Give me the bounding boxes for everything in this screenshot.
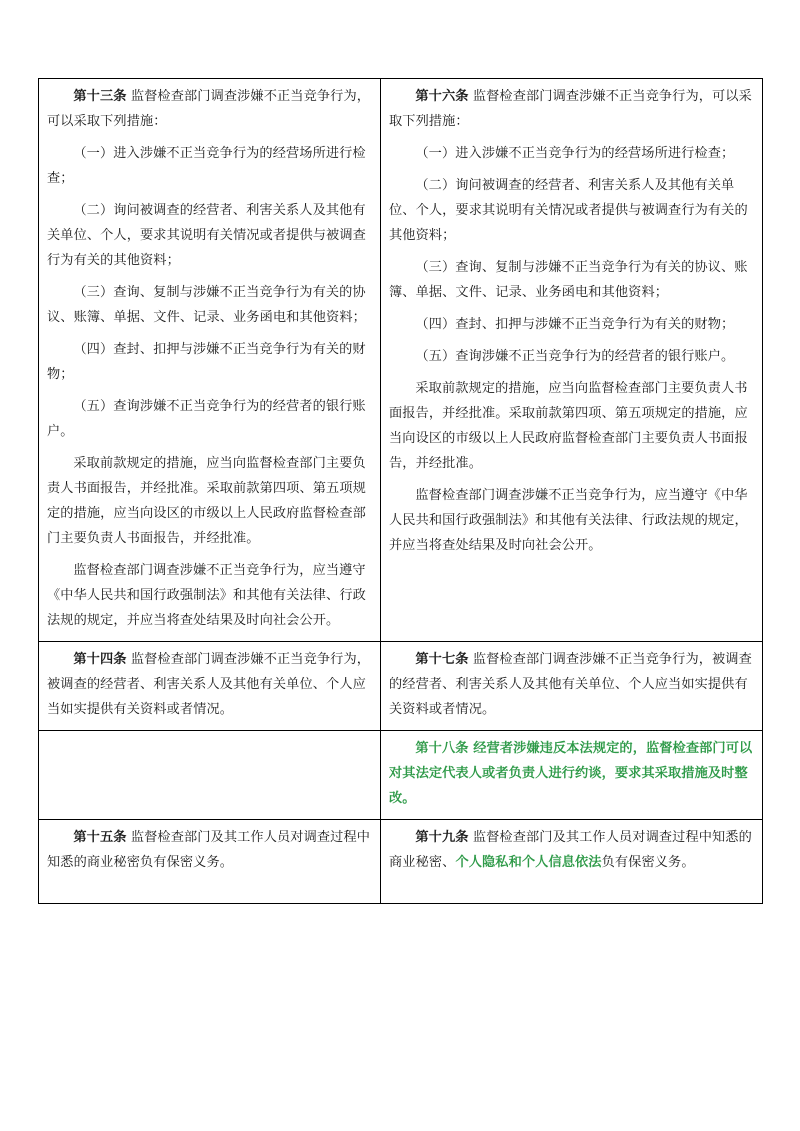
table-row xyxy=(39,731,763,820)
article-number: 第十五条 xyxy=(73,830,127,845)
article-number: 第十四条 xyxy=(73,652,127,667)
old-article-15-cell: 第十五条 监督检查部门及其工作人员对调查过程中知悉的商业秘密负有保密义务。 xyxy=(39,820,381,904)
empty-old-cell xyxy=(39,731,381,820)
added-article: 第十八条 经营者涉嫌违反本法规定的，监督检查部门可以对其法定代表人或者负责人进行约谈，要求其采取措施及时整改。 xyxy=(389,741,753,806)
new-article-17-cell: 第十七条 监督检查部门调查涉嫌不正当竞争行为，被调查的经营者、利害关系人及其他有关单位、个人应当如实提供有关资料或者情况。 xyxy=(381,642,763,731)
article-number: 第十三条 xyxy=(73,89,127,104)
added-text-highlight: 个人隐私和个人信息依法 xyxy=(455,855,602,870)
table-row xyxy=(39,79,763,642)
old-article-14-cell: 第十四条 监督检查部门调查涉嫌不正当竞争行为，被调查的经营者、利害关系人及其他有关单位、个人应当如实提供有关资料或者情况。 xyxy=(39,642,381,731)
new-article-19-cell: 第十九条 监督检查部门及其工作人员对调查过程中知悉的商业秘密、个人隐私和个人信息依法负有保密义务。 xyxy=(381,820,763,904)
table-row xyxy=(39,642,763,731)
old-article-13-cell: 第十三条 监督检查部门调查涉嫌不正当竞争行为，可以采取下列措施： （一）进入涉嫌不正当竞争行为的经营场所进行检查； （二）询问被调查的经营者、利害关系人及其他有关单位、个人，要求其说明有关情况或者提供与被调查行为有关的其他资料； （三）查询、复制与涉嫌不正当竞争行为有关的协议、账簿、单据、文件、记录、业务函电和其他资料； （四）查封、扣押与涉嫌不正当竞争行为有关的财物； （五）查询涉嫌不正当竞争行为的经营者的银行账户。 采取前款规定的措施，应当向监督检查部门主要负责人书面报告，并经批准。采取前款第四项、第五项规定的措施，应当向设区的市级以上人民政府监督检查部门主要负责人书面报告，并经批准。 监督检查部门调查涉嫌不正当竞争行为，应当遵守《中华人民共和国行政强制法》和其他有关法律、行政法规的规定，并应当将查处结果及时向社会公开。 xyxy=(39,79,381,642)
table-row xyxy=(39,820,763,904)
article-number: 第十九条 xyxy=(415,830,469,845)
article-number: 第十八条 xyxy=(415,741,469,756)
law-comparison-table xyxy=(38,78,763,904)
new-article-16-cell: 第十六条 监督检查部门调查涉嫌不正当竞争行为，可以采取下列措施： （一）进入涉嫌不正当竞争行为的经营场所进行检查； （二）询问被调查的经营者、利害关系人及其他有关单位、个人，要求其说明有关情况或者提供与被调查行为有关的其他资料； （三）查询、复制与涉嫌不正当竞争行为有关的协议、账簿、单据、文件、记录、业务函电和其他资料； （四）查封、扣押与涉嫌不正当竞争行为有关的财物； （五）查询涉嫌不正当竞争行为的经营者的银行账户。 采取前款规定的措施，应当向监督检查部门主要负责人书面报告，并经批准。采取前款第四项、第五项规定的措施，应当向设区的市级以上人民政府监督检查部门主要负责人书面报告，并经批准。 监督检查部门调查涉嫌不正当竞争行为，应当遵守《中华人民共和国行政强制法》和其他有关法律、行政法规的规定，并应当将查处结果及时向社会公开。 xyxy=(381,79,763,642)
article-number: 第十六条 xyxy=(415,89,469,104)
new-article-18-cell xyxy=(381,731,763,820)
article-number: 第十七条 xyxy=(415,652,469,667)
